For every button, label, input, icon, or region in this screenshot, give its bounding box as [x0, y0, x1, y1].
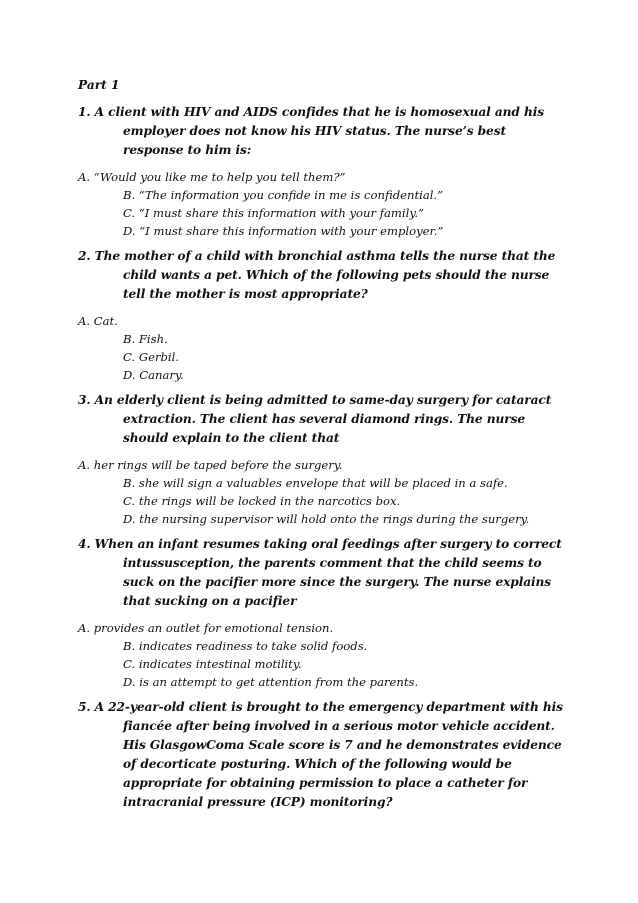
question-stem: 4. When an infant resumes taking oral feedings after surgery to correct intussusception, the parents comment that the child seems to suck on the pacifier more since the surgery. The nurse explains that sucking on a pacifier: [78, 537, 562, 608]
question-2: [78, 247, 568, 384]
answer-option-c: C. “I must share this information with your family.”: [123, 206, 424, 220]
question-stem: 2. The mother of a child with bronchial asthma tells the nurse that the child wants a pet. Which of the following pets should the nurse tell the mother is most appropriate?: [78, 249, 556, 301]
document-page: [78, 77, 568, 820]
answer-option-b: B. indicates readiness to take solid foods.: [123, 639, 368, 653]
question-5: [78, 698, 568, 812]
answer-option-c: C. Gerbil.: [123, 350, 180, 364]
answer-option-a: A. Cat.: [78, 314, 118, 328]
answer-option-a: A. provides an outlet for emotional tension.: [78, 621, 334, 635]
answer-option-d: D. “I must share this information with your employer.”: [123, 224, 444, 238]
part-title: Part 1: [78, 78, 120, 92]
question-4: [78, 535, 568, 691]
answer-options: [78, 168, 568, 240]
answer-option-c: C. the rings will be locked in the narcotics box.: [123, 494, 401, 508]
answer-option-a: A. her rings will be taped before the surgery.: [78, 458, 343, 472]
question-stem: 1. A client with HIV and AIDS confides that he is homosexual and his employer does not know his HIV status. The nurse’s best response to him is:: [78, 105, 545, 157]
answer-options: [78, 456, 568, 528]
question-stem: 5. A 22-year-old client is brought to the emergency department with his fiancée after being involved in a serious motor vehicle accident. His GlasgowComa Scale score is 7 and he demonstrates evidence of decorticate posturing. Which of the following would be appropriate for obtaining permission to place a catheter for intracranial pressure (ICP) monitoring?: [78, 700, 563, 809]
answer-option-c: C. indicates intestinal motility.: [123, 657, 302, 671]
answer-option-b: B. “The information you confide in me is confidential.”: [123, 188, 444, 202]
question-stem: 3. An elderly client is being admitted to same-day surgery for cataract extraction. The client has several diamond rings. The nurse should explain to the client that: [78, 393, 552, 445]
question-1: [78, 103, 568, 240]
answer-option-d: D. the nursing supervisor will hold onto the rings during the surgery.: [123, 512, 530, 526]
answer-option-a: A. “Would you like me to help you tell them?”: [78, 170, 346, 184]
answer-option-d: D. Canary.: [123, 368, 184, 382]
answer-option-b: B. she will sign a valuables envelope that will be placed in a safe.: [123, 476, 508, 490]
question-3: [78, 391, 568, 528]
answer-options: [78, 619, 568, 691]
answer-options: [78, 312, 568, 384]
answer-option-d: D. is an attempt to get attention from the parents.: [123, 675, 419, 689]
answer-option-b: B. Fish.: [123, 332, 168, 346]
